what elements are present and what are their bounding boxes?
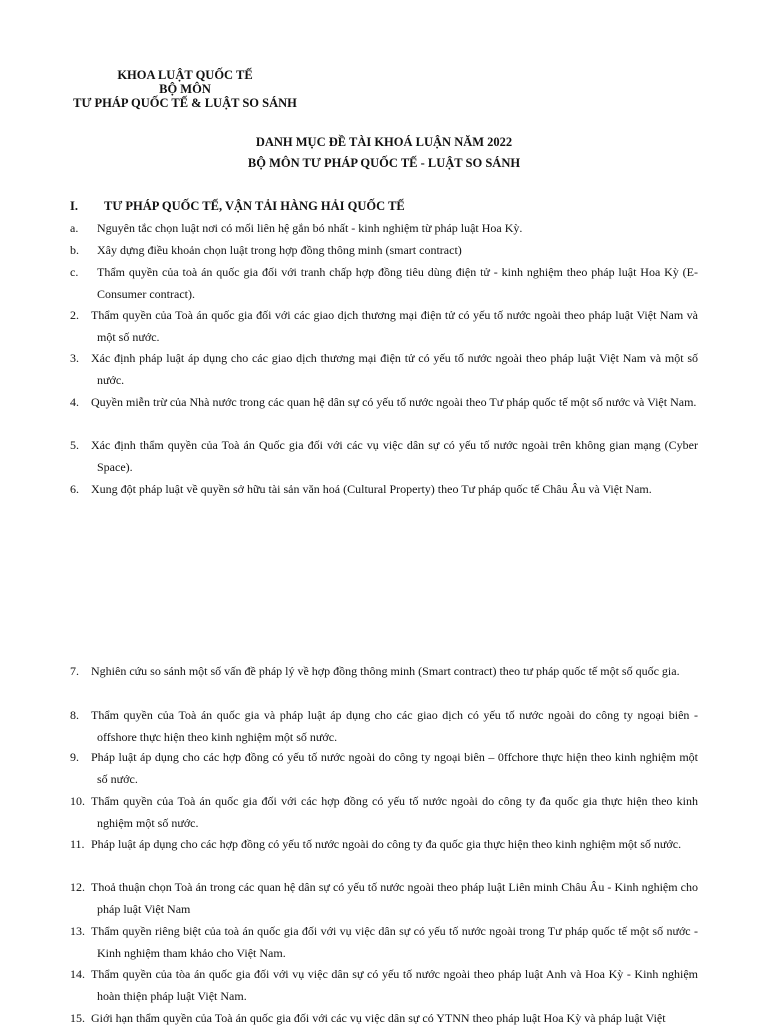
list-item — [70, 963, 698, 1007]
department-label: BỘ MÔN — [159, 82, 211, 96]
list-item — [70, 920, 698, 964]
list-item — [70, 876, 698, 920]
list-item — [70, 704, 698, 748]
item-text: Thẩm quyền của toà án quốc gia đối với tranh chấp hợp đồng tiêu dùng điện tử - kinh nghiệm theo pháp luật Hoa Kỳ (E-Consumer contract). — [97, 265, 698, 301]
item-label: 4. — [70, 395, 79, 409]
item-label: 13. — [70, 924, 85, 938]
list-item — [70, 391, 698, 413]
list-item — [70, 660, 698, 682]
item-label: 15. — [70, 1011, 85, 1025]
item-text: Pháp luật áp dụng cho các hợp đồng có yếu tố nước ngoài do công ty ngoại biên – 0ffchore thực hiện theo kinh nghiệm một số nước. — [91, 750, 698, 786]
item-text: Thẩm quyền của Toà án quốc gia đối với các giao dịch thương mại điện tử có yếu tố nước ngoài theo pháp luật Việt Nam và một số nước. — [91, 308, 698, 344]
list-item — [70, 478, 698, 500]
item-label: 14. — [70, 967, 85, 981]
faculty-name: KHOA LUẬT QUỐC TẾ — [117, 68, 253, 82]
section-heading — [70, 199, 405, 214]
list-item — [70, 746, 698, 790]
item-label: 8. — [70, 708, 79, 722]
item-text: Thoả thuận chọn Toà án trong các quan hệ dân sự có yếu tố nước ngoài theo pháp luật Liên minh Châu Âu - Kinh nghiệm cho pháp luật Việt Nam — [91, 880, 698, 916]
list-item — [70, 790, 698, 834]
document-title: DANH MỤC ĐỀ TÀI KHOÁ LUẬN NĂM 2022 — [255, 135, 513, 149]
list-item — [70, 347, 698, 391]
item-text: Xác định thẩm quyền của Toà án Quốc gia đối với các vụ việc dân sự có yếu tố nước ngoài trên không gian mạng (Cyber Space). — [91, 438, 698, 474]
item-text: Xây dựng điều khoản chọn luật trong hợp đồng thông minh (smart contract) — [97, 243, 462, 257]
list-item — [70, 1007, 698, 1029]
item-label: 12. — [70, 880, 85, 894]
item-text: Xung đột pháp luật về quyền sở hữu tài sản văn hoá (Cultural Property) theo Tư pháp quốc tế Châu Âu và Việt Nam. — [91, 482, 652, 496]
faculty-header — [60, 68, 310, 110]
list-item — [70, 261, 698, 305]
item-label: c. — [70, 265, 79, 279]
list-item — [70, 217, 698, 239]
list-item — [70, 239, 698, 261]
item-label: b. — [70, 243, 79, 257]
item-label: 11. — [70, 837, 85, 851]
item-label: 5. — [70, 438, 79, 452]
item-label: a. — [70, 221, 79, 235]
item-text: Thẩm quyền của tòa án quốc gia đối với vụ việc dân sự có yếu tố nước ngoài theo pháp luật Anh và Hoa Kỳ - Kinh nghiệm hoàn thiện pháp luật Việt Nam. — [91, 967, 698, 1003]
item-text: Nguyên tắc chọn luật nơi có mối liên hệ gắn bó nhất - kinh nghiệm từ pháp luật Hoa Kỳ. — [97, 221, 523, 235]
list-item — [70, 434, 698, 478]
list-item — [70, 304, 698, 348]
department-name: TƯ PHÁP QUỐC TẾ & LUẬT SO SÁNH — [73, 96, 297, 110]
item-text: Thẩm quyền của Toà án quốc gia và pháp luật áp dụng cho các giao dịch có yếu tố nước ngoài do công ty ngoại biên - offshore thực hiện theo kinh nghiệm một số nước. — [91, 708, 698, 744]
item-text: Thẩm quyền riêng biệt của toà án quốc gia đối với vụ việc dân sự có yếu tố nước ngoài trong Tư pháp quốc tế một số nước - Kinh nghiệm tham khảo cho Việt Nam. — [91, 924, 698, 960]
document-subtitle: BỘ MÔN TƯ PHÁP QUỐC TẾ - LUẬT SO SÁNH — [247, 156, 521, 170]
item-label: 6. — [70, 482, 79, 496]
item-label: 9. — [70, 750, 79, 764]
item-label: 2. — [70, 308, 79, 322]
section-number: I. — [70, 199, 78, 213]
item-text: Nghiên cứu so sánh một số vấn đề pháp lý về hợp đồng thông minh (Smart contract) theo tư pháp quốc tế một số quốc gia. — [91, 664, 680, 678]
item-text: Xác định pháp luật áp dụng cho các giao dịch thương mại điện tử có yếu tố nước ngoài theo pháp luật Việt Nam và một số nước. — [91, 351, 698, 387]
section-title: TƯ PHÁP QUỐC TẾ, VẬN TẢI HÀNG HẢI QUỐC TẾ — [104, 199, 405, 213]
item-text: Thẩm quyền của Toà án quốc gia đối với các hợp đồng có yếu tố nước ngoài do công ty đa quốc gia thực hiện theo kinh nghiệm một số nước. — [91, 794, 698, 830]
item-text: Quyền miễn trừ của Nhà nước trong các quan hệ dân sự có yếu tố nước ngoài theo Tư pháp quốc tế một số nước và Việt Nam. — [91, 395, 697, 409]
item-label: 3. — [70, 351, 79, 365]
item-text: Giới hạn thẩm quyền của Toà án quốc gia đối với các vụ việc dân sự có YTNN theo pháp luật Hoa Kỳ và pháp luật Việt — [91, 1011, 666, 1025]
item-label: 7. — [70, 664, 79, 678]
list-item — [70, 833, 698, 855]
item-text: Pháp luật áp dụng cho các hợp đồng có yếu tố nước ngoài do công ty đa quốc gia thực hiện theo kinh nghiệm một số nước. — [91, 837, 682, 851]
item-label: 10. — [70, 794, 85, 808]
